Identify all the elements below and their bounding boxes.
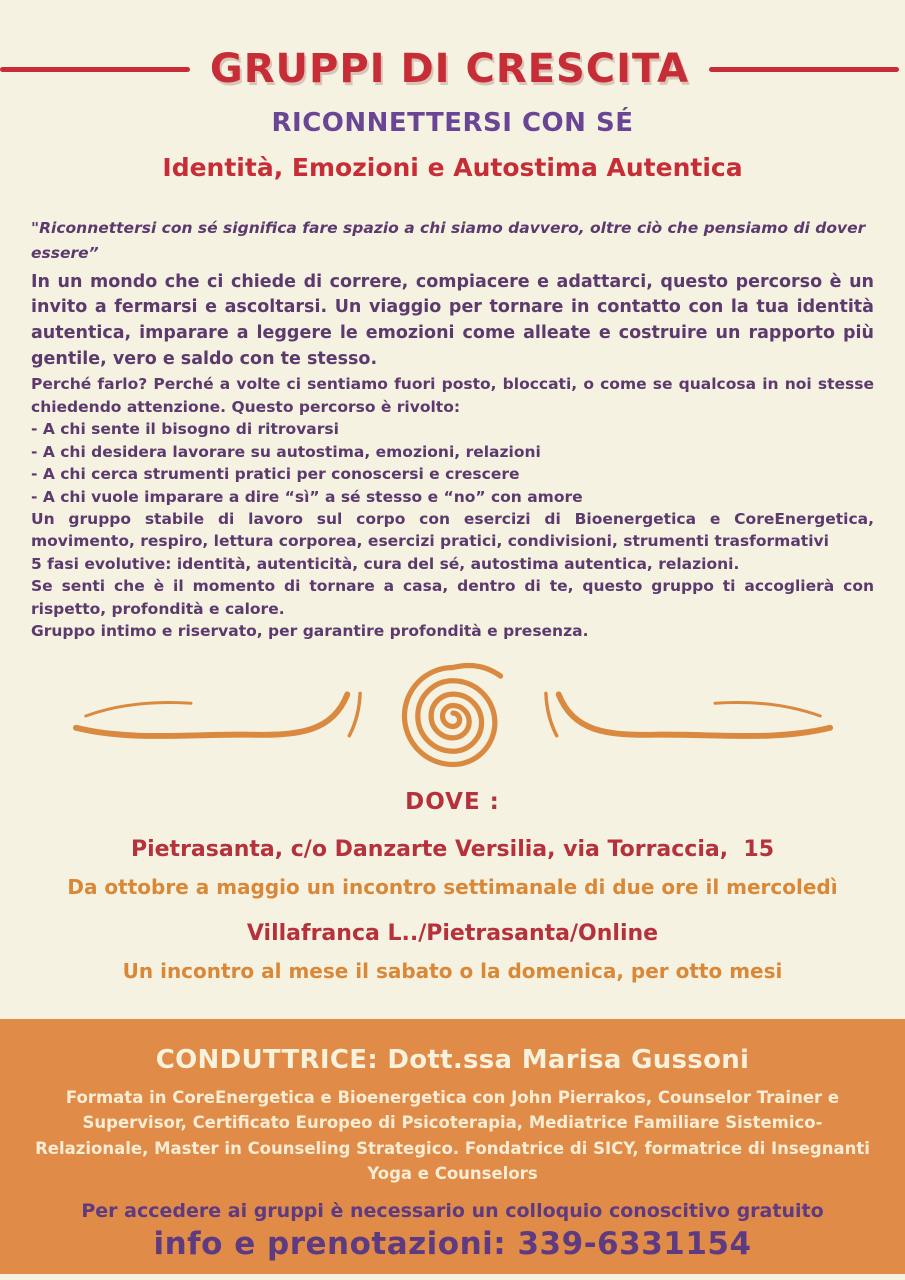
opening-quote: "Riconnettersi con sé significa fare spazio a chi siamo davvero, oltre ciò che pensiamo di dover essere” <box>31 219 866 262</box>
contact-info: info e prenotazioni: 339-6331154 <box>153 1226 752 1262</box>
conductor-bio: Formata in CoreEnergetica e Bioenergetica con John Pierrakos, Counselor Trainer e Supervisor, Certificato Europeo di Psicoterapia, Mediatrice Familiare Sistemico-Relazionale, Master in Counseling Strategico. Fondatrice di SICY, formatrice di Insegnanti Yoga e Counselors <box>35 1087 870 1184</box>
left-flourish-icon <box>71 680 366 756</box>
location-pietrasanta: Pietrasanta, c/o Danzarte Versilia, via Torraccia, 15 <box>130 836 775 862</box>
audience-item: - A chi cerca strumenti pratici per conoscersi e crescere <box>31 465 520 484</box>
title-rule-right <box>709 67 899 72</box>
page-title: GRUPPI DI CRESCITA <box>209 46 690 92</box>
access-note: Per accedere ai gruppi è necessario un colloquio conoscitivo gratuito <box>81 1200 824 1222</box>
spiral-icon <box>394 655 512 781</box>
page-subtitle: RICONNETTERSI CON SÉ <box>271 108 634 138</box>
conductor-title: CONDUTTRICE: Dott.ssa Marisa Gussoni <box>155 1044 750 1075</box>
closing-line: Gruppo intimo e riservato, per garantire profondità e presenza. <box>31 622 589 641</box>
where-heading: DOVE : <box>405 788 500 815</box>
decorative-divider <box>0 655 905 781</box>
intro-paragraph: In un mondo che ci chiede di correre, compiacere e adattarci, questo percorso è un invito a fermarsi e ascoltarsi. Un viaggio per tornare in contatto con la tua identità autentica, imparare a leggere le emozioni come alleate e costruire un rapporto più gentile, vero e saldo con te stesso. <box>31 271 874 370</box>
location-villafranca: Villafranca L../Pietrasanta/Online <box>246 920 659 946</box>
welcome-paragraph: Se senti che è il momento di tornare a casa, dentro di te, questo gruppo ti accoglierà con rispetto, profondità e calore. <box>31 577 874 618</box>
schedule-monthly: Un incontro al mese il sabato o la domenica, per otto mesi <box>122 958 783 983</box>
audience-item: - A chi vuole imparare a dire “sì” a sé stesso e “no” con amore <box>31 487 583 506</box>
page-tagline: Identità, Emozioni e Autostima Autentica <box>162 153 743 182</box>
group-description: Un gruppo stabile di lavoro sul corpo con esercizi di Bioenergetica e CoreEnergetica, movimento, respiro, lettura corporea, esercizi pratici, condivisioni, strumenti trasformativi <box>31 509 874 551</box>
why-paragraph: Perché farlo? Perché a volte ci sentiamo fuori posto, bloccati, o come se qualcosa in noi stesse chiedendo attenzione. Questo percorso è rivolto: <box>31 375 874 416</box>
title-rule-left <box>0 67 190 72</box>
schedule-weekly: Da ottobre a maggio un incontro settimanale di due ore il mercoledì <box>67 874 838 899</box>
phases-line: 5 fasi evolutive: identità, autenticità, cura del sé, autostima autentica, relazioni. <box>31 554 740 573</box>
footer-band <box>0 1019 905 1274</box>
right-flourish-icon <box>540 680 835 756</box>
audience-item: - A chi desidera lavorare su autostima, emozioni, relazioni <box>31 442 541 461</box>
intro-section <box>0 216 905 643</box>
where-section <box>0 789 905 983</box>
audience-item: - A chi sente il bisogno di ritrovarsi <box>31 420 339 439</box>
header <box>0 46 905 92</box>
